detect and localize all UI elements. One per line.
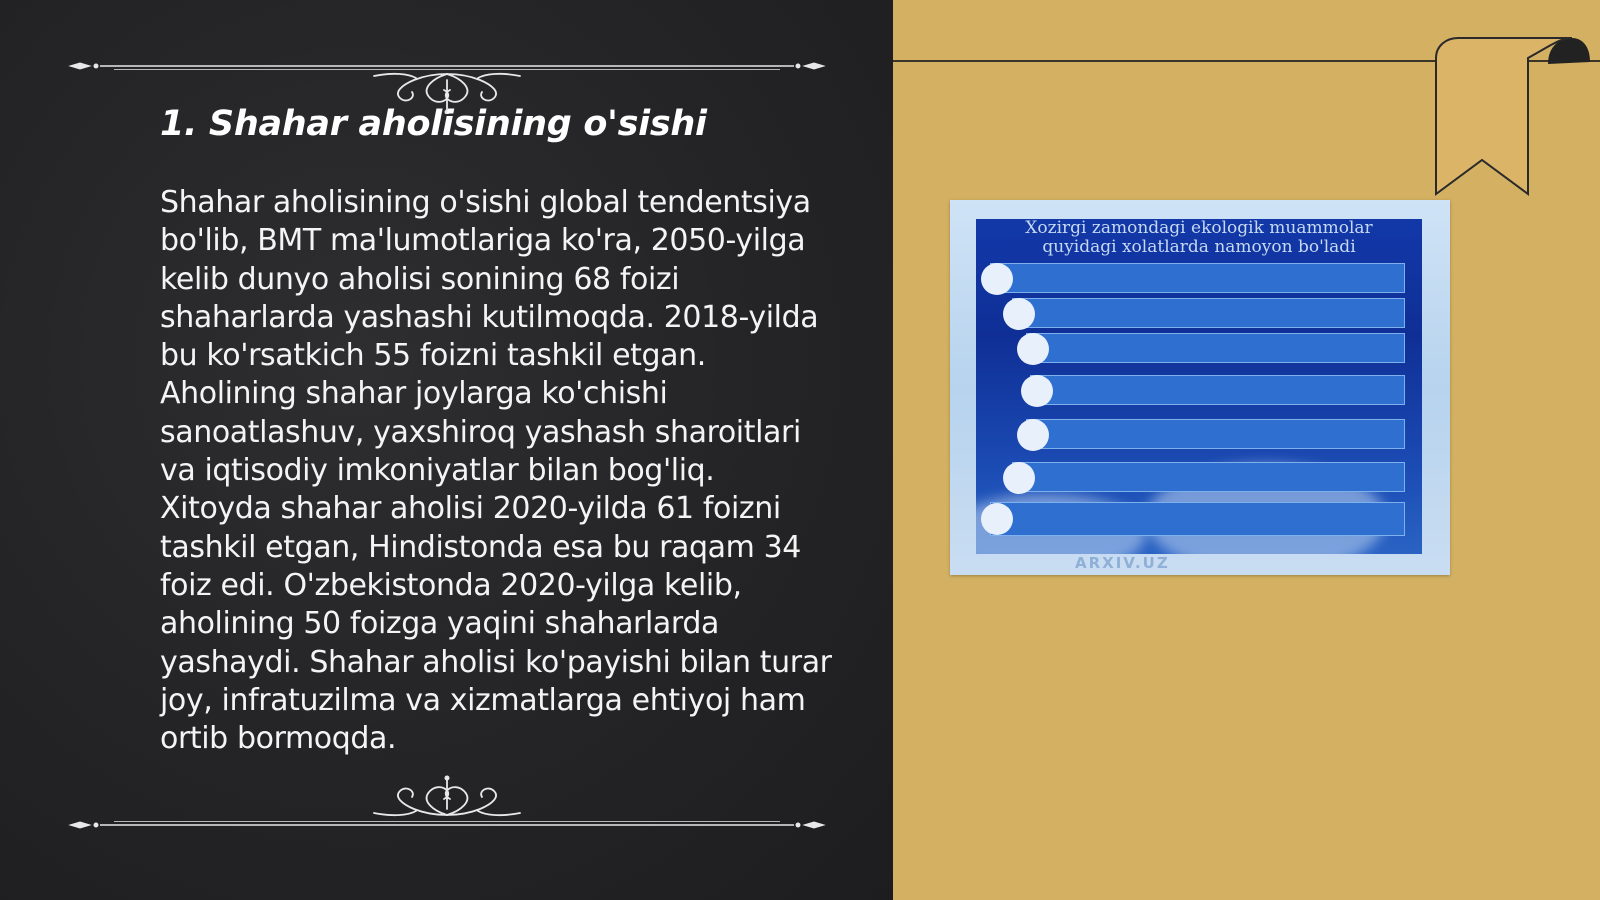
image-title-line: Xozirgi zamondagi ekologik muammolar [1025,219,1373,238]
image-list-bar [1012,298,1405,328]
bottom-ornament-divider [64,775,830,835]
image-list-bullet [1021,375,1053,407]
image-watermark: ARXIV.UZ [1075,554,1170,572]
image-list-bullet [981,503,1013,535]
slide-title: 1. Shahar aholisining o'sishi [160,104,707,144]
image-list-bar [990,263,1405,293]
image-list-bar [1030,375,1405,405]
embedded-slide-image [950,200,1450,575]
image-list-bullet [1003,298,1035,330]
image-list-bullet [981,263,1013,295]
bookmark-ribbon [1430,36,1590,198]
image-list-bar [990,502,1405,536]
image-list-bar [1012,462,1405,492]
image-list-bar [1026,419,1405,449]
image-title [976,219,1422,257]
image-list-bullet [1003,462,1035,494]
image-list-bullet [1017,419,1049,451]
image-title-line: quyidagi xolatlarda namoyon bo'ladi [1042,237,1356,257]
image-list-bullet [1017,333,1049,365]
image-list-bar [1026,333,1405,363]
image-content [976,219,1422,554]
slide-body-text: Shahar aholisining o'sishi global tendentsiya bo'lib, BMT ma'lumotlariga ko'ra, 2050-yilga kelib dunyo aholisi sonining 68 foizi shaharlarda yashashi kutilmoqda. 2018-yilda bu ko'rsatkich 55 foizni tashkil etgan. Aholining shahar joylarga ko'chishi sanoatlashuv, yaxshiroq yashash sharoitlari va iqtisodiy imkoniyatlar bilan bog'liq. Xitoyda shahar aholisi 2020-yilda 61 foizni tashkil etgan, Hindistonda esa bu raqam 34 foiz edi. O'zbekistonda 2020-yilga kelib, aholining 50 foizga yaqini shaharlarda yashaydi. Shahar aholisi ko'payishi bilan turar joy, infratuzilma va xizmatlarga ehtiyoj ham ortib bormoqda. [160,185,832,757]
